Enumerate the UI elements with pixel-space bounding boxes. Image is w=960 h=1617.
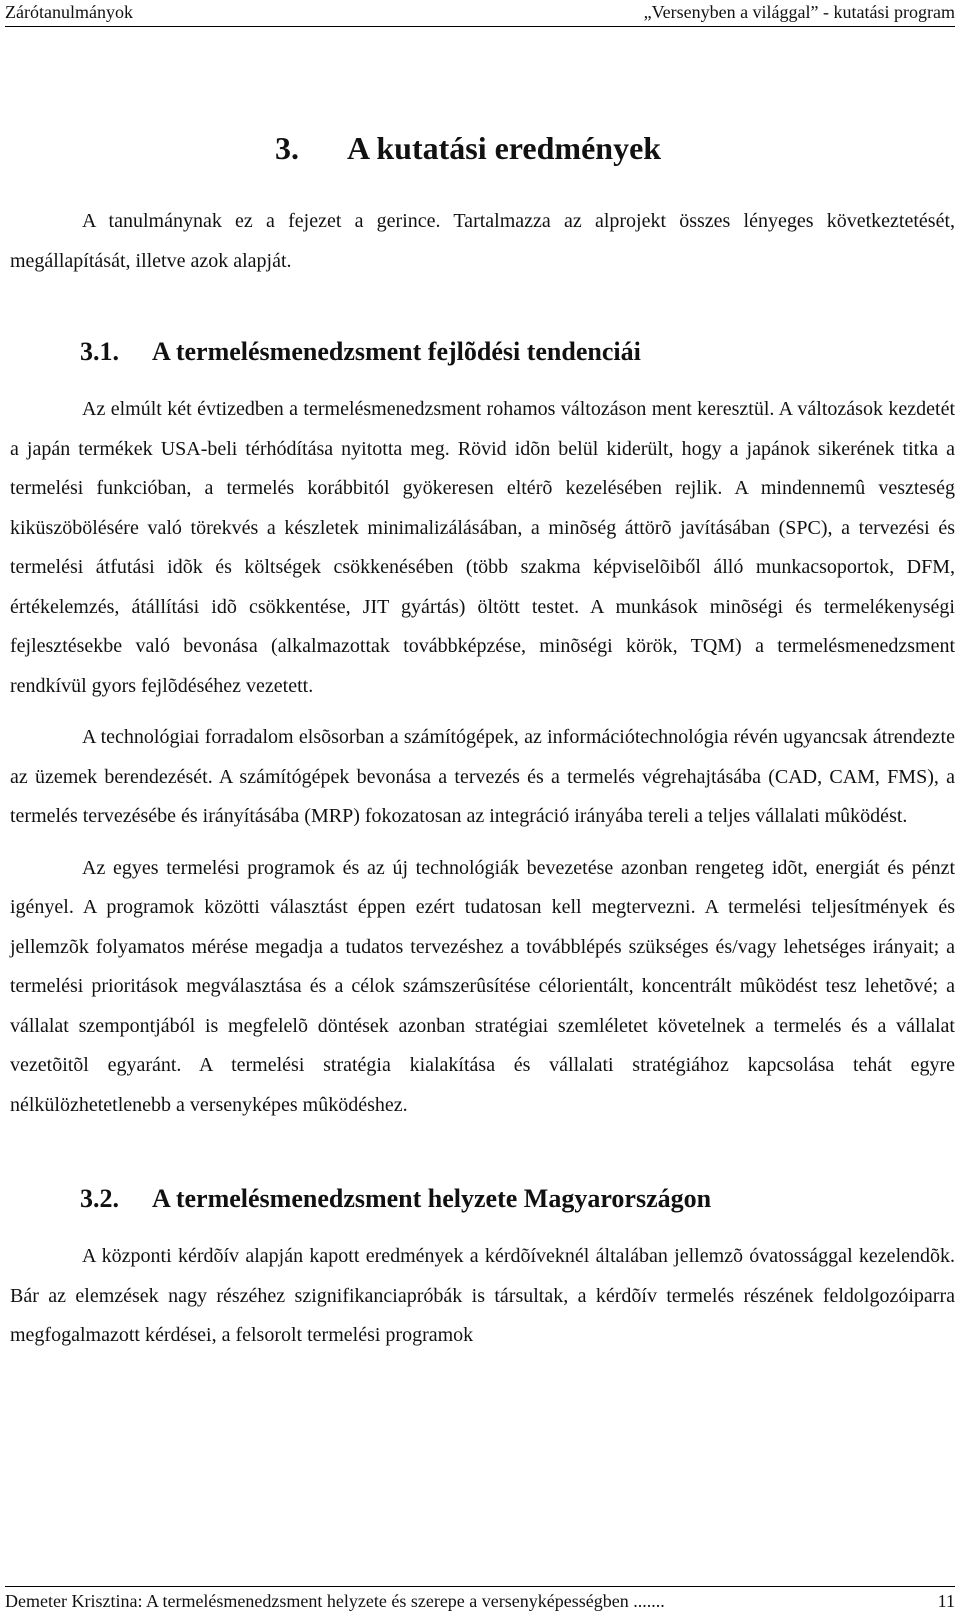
chapter-number: 3. [275,130,299,166]
footer-author-title: Demeter Krisztina: A termelésmenedzsment helyzete és szerepe a versenyképességben ....... [5,1591,665,1611]
section-title: A termelésmenedzsment helyzete Magyarországon [152,1184,712,1213]
section-number: 3.2. [80,1184,119,1213]
body-paragraph: Az elmúlt két évtizedben a termelésmenedzsment rohamos változáson ment keresztül. A változások kezdetét a japán termékek USA-beli térhódítása nyitotta meg. Rövid idõn belül kiderült, hogy a japánok sikerének titka a termelési funkcióban, a termelés korábbitól gyökeresen eltérõ kezelésében rejlik. A mindennemû veszteség kiküszöbölésére való törekvés a készletek minimalizálásában, a minõség áttörõ javításában (SPC), a tervezési és termelési átfutási idõk és költségek csökkenésében (több szakma képviselõiből álló munkacsoportok, DFM, értékelemzés, átállítási idõ csökkentése, JIT gyártás) öltött testet. A munkások minõségi és termelékenységi fejlesztésekbe való bevonása (alkalmazottak továbbképzése, minõségi körök, TQM) a termelésmenedzsment rendkívül gyors fejlõdéséhez vezetett. [10,398,955,697]
page-content [10,128,955,1356]
running-header [5,0,955,27]
running-footer [5,1586,955,1615]
section-3-2 [10,1183,955,1356]
body-paragraph: A központi kérdõív alapján kapott eredmények a kérdõíveknél általában jellemzõ óvatossággal kezelendõk. Bár az elemzések nagy részéhez szignifikanciapróbák is társultak, a kérdõív termelés részének feldolgozóiparra megfogalmazott kérdései, a felsorolt termelési programok [10,1245,955,1346]
page-number: 11 [937,1591,955,1611]
section-3-1 [10,336,955,1125]
chapter-intro-paragraph: A tanulmánynak ez a fejezet a gerince. Tartalmazza az alprojekt összes lényeges következtetését, megállapítását, illetve azok alapját. [10,210,955,272]
section-heading [80,1183,955,1215]
header-program-title: „Versenyben a világgal” - kutatási program [643,2,955,22]
body-paragraph: Az egyes termelési programok és az új technológiák bevezetése azonban rengeteg idõt, energiát és pénzt igényel. A programok közötti választást éppen ezért tudatosan kell megtervezni. A termelési teljesítmények és jellemzõk folyamatos mérése megadja a tudatos tervezéshez a továbblépés szükséges és/vagy lehetséges irányait; a termelési prioritások megválasztása és a célok számszerûsítése célorientált, koncentrált mûködést tesz lehetõvé; a vállalat szempontjából is megfelelõ döntések azonban stratégiai szemléletet követelnek a termelés és a vállalat vezetõitõl egyaránt. A termelési stratégia kialakítása és vállalati stratégiához kapcsolása tehát egyre nélkülözhetetlenebb a versenyképes mûködéshez. [10,856,955,1116]
chapter-title: A kutatási eredmények [347,130,662,166]
body-paragraph: A technológiai forradalom elsõsorban a számítógépek, az információtechnológia révén ugyancsak átrendezte az üzemek berendezését. A számítógépek bevonása a tervezés és a termelés végrehajtásába (CAD, CAM, FMS), a termelés tervezésébe és irányításába (MRP) fokozatosan az integráció irányába tereli a teljes vállalati mûködést. [10,726,955,827]
section-heading [80,336,955,368]
chapter-heading [275,128,955,168]
header-series-title: Zárótanulmányok [5,2,133,22]
section-title: A termelésmenedzsment fejlõdési tendenciái [152,337,641,366]
section-number: 3.1. [80,337,119,366]
